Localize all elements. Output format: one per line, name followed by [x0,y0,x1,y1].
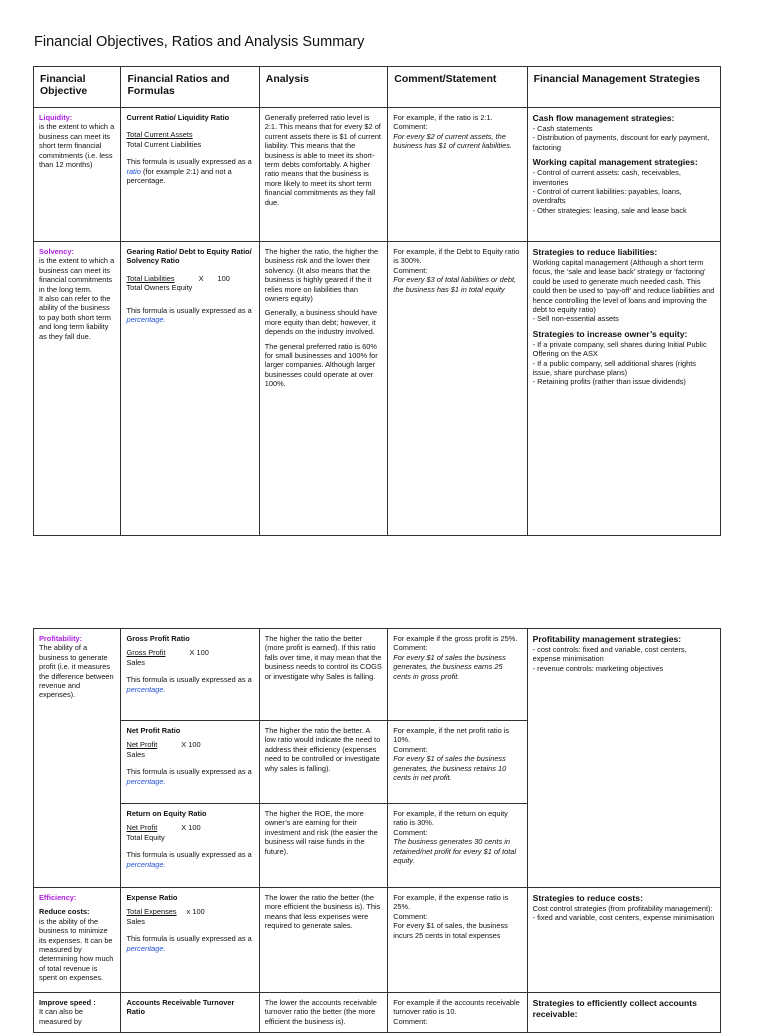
summary-table-1 [33,66,721,536]
efficiency-title: Efficiency: [39,893,77,902]
roe-comment-label: Comment: [393,827,428,837]
receivable-analysis: The lower the accounts receivable turnover ratio the better (the more efficient the business is). [259,993,388,1033]
receivable-comment [388,993,527,1033]
expense-note-link[interactable]: percentage. [126,943,166,953]
solvency-note-pre: This formula is usually expressed as a [126,305,252,315]
speed-objective [34,993,121,1033]
gross-ratio-title: Gross Profit Ratio [126,634,190,643]
net-note-pre: This formula is usually expressed as a [126,767,252,777]
gross-comment-italic: For every $1 of sales the business generates, the business earns 25 cents in gross profit. [393,652,506,681]
liquidity-ratio-title: Current Ratio/ Liquidity Ratio [126,113,230,122]
net-comment-pre: For example, if the net profit ratio is 10%. [393,726,510,745]
profitability-desc: The ability of a business to generate profit (i.e. it measures the difference between revenue and expenses). [39,643,114,700]
liquidity-desc: is the extent to which a business can meet its short term financial commitments (i.e. less than 12 months) [39,122,115,170]
list-item: - revenue controls: marketing objectives [532,663,664,673]
liquidity-analysis: Generally preferred ratio level is 2:1. This means that for every $2 of current assets there is $1 of current liability. This means that the business is able to meet its short-term debts comfortably. A higher ratio means that the business is more likely to meet its short term financial commitments as they fall due. [259,108,388,242]
gross-analysis: The higher the ratio the better (more profit is earned). If this ratio falls over time, it may mean that the business needs to control its COGS or investigate why Sales is falling. [259,629,388,721]
roe-ratio-title: Return on Equity Ratio [126,809,207,818]
header-analysis: Analysis [259,67,388,108]
liquidity-comment-italic: For every $2 of current assets, the business has $1 of current liabilities. [393,131,512,151]
liquidity-note-link[interactable]: ratio [126,166,141,176]
header-row [34,67,721,108]
solvency-analysis-1: The higher the ratio, the higher the business risk and the lower their solvency. (It also means that the business is highly geared if the it relies more on liabilities than owners equity) [264,247,379,304]
header-comment: Comment/Statement [388,67,527,108]
net-note-link[interactable]: percentage. [126,776,166,786]
liquidity-comment-label: Comment: [393,122,428,132]
solvency-desc-2: It also can refer to the ability of the business to pay both short term and long term liability as they fall due. [39,294,111,341]
list-item: - Cash statements [532,124,593,133]
row-solvency [34,242,721,536]
speed-strategies [527,993,720,1033]
gross-multiplier: X 100 [189,648,209,658]
solvency-strat1-text: Working capital management (Although a short term focus, the ‘sale and lease back’ strategy or ‘factoring’ could be used to generate much needed cash. This could then be used to ‘pay-off’ and reduce liabilities and hence controlling the level of loans and improving the debt to equity ratio) [532,258,715,315]
list-item: - Other strategies: leasing, sale and lease back [532,205,687,215]
solvency-analysis [259,242,388,536]
expense-multiplier: x 100 [186,907,205,917]
efficiency-subtitle: Reduce costs: [39,907,90,917]
expense-comment-label: Comment: [393,911,428,921]
roe-multiplier: X 100 [181,823,201,833]
efficiency-strat-title: Strategies to reduce costs: [532,893,643,903]
gross-numerator: Gross Profit [126,648,166,658]
efficiency-desc: is the ability of the business to minimize its expenses. It can be measured by determining how much of total revenue is spent on expenses. [39,916,114,983]
speed-desc: It can also be measured by [39,1007,83,1026]
roe-denominator: Total Equity [126,832,165,842]
liquidity-formula [121,108,259,242]
summary-table-2 [33,628,721,1033]
list-item: - Sell non-essential assets [532,314,619,324]
liquidity-denominator: Total Current Liabilities [126,139,202,149]
roe-numerator: Net Profit [126,823,158,833]
list-item: - Retaining profits (rather than issue dividends) [532,377,686,387]
solvency-comment [388,242,527,536]
net-comment [388,721,527,804]
net-analysis: The higher the ratio the better. A low ratio would indicate the need to address their efficiency (expenses need to be controlled or investigate why sales is falling). [259,721,388,804]
list-item: - Distribution of payments, discount for early payment, factoring [532,133,710,152]
solvency-note-link[interactable]: percentage. [126,315,166,325]
efficiency-strat-text: Cost control strategies (from profitability management): [532,904,713,913]
list-item: - Control of current assets: cash, receivables, inventories [532,168,681,187]
expense-numerator: Total Expenses [126,907,177,917]
efficiency-strategies [527,888,720,993]
liquidity-comment-pre: For example, if the ratio is 2:1. [393,113,493,122]
liquidity-note-post: (for example 2:1) and not a percentage. [126,166,232,186]
profitability-objective [34,629,121,888]
speed-strat-title: Strategies to efficiently collect accounts receivable: [532,998,697,1019]
list-item: - If a public company, sell additional shares (rights issue, share purchase plans) [532,358,696,378]
roe-note-pre: This formula is usually expressed as a [126,850,252,860]
net-comment-label: Comment: [393,744,428,754]
list-item: - If a private company, sell shares during Initial Public Offering on the ASX [532,339,707,359]
gross-denominator: Sales [126,657,145,667]
receivable-comment-label: Comment: [393,1016,428,1026]
expense-comment-text: For every $1 of sales, the business incurs 25 cents in total expenses [393,921,508,940]
solvency-title: Solvency: [39,247,74,256]
row-gross-profit [34,629,721,721]
roe-comment-italic: The business generates 30 cents in retained/net profit for every $1 of total equity. [393,837,517,866]
solvency-ratio-title: Gearing Ratio/ Debt to Equity Ratio/ Solvency Ratio [126,247,252,266]
net-formula [121,721,259,804]
liquidity-strategies [527,108,720,242]
solvency-numerator: Total Liabilities [126,273,175,283]
liquidity-title: Liquidity: [39,113,73,122]
solvency-denominator: Total Owners Equity [126,283,193,293]
solvency-strat1-title: Strategies to reduce liabilities: [532,247,658,257]
net-comment-italic: For every $1 of sales the business generates, the business retains 10 cents in net profit. [393,754,507,783]
gross-note-pre: This formula is usually expressed as a [126,675,252,685]
gross-comment [388,629,527,721]
roe-analysis: The higher the ROE, the more owner’s are earning for their investment and risk (the easier the business will raise funds in the future). [259,804,388,888]
solvency-formula [121,242,259,536]
receivable-comment-pre: For example if the accounts receivable turnover ratio is 10. [393,998,520,1017]
header-strategies: Financial Management Strategies [527,67,720,108]
receivable-ratio-title: Accounts Receivable Turnover Ratio [126,998,235,1017]
net-numerator: Net Profit [126,740,158,750]
expense-denominator: Sales [126,916,145,926]
net-denominator: Sales [126,749,145,759]
gross-note-link[interactable]: percentage. [126,684,166,694]
solvency-desc-1: is the extent to which a business can meet its financial commitments in the long term. [39,256,115,294]
list-item: - cost controls: fixed and variable, cost centers, expense minimisation [532,645,687,664]
profitability-title: Profitability: [39,634,83,643]
solvency-strat2-title: Strategies to increase owner’s equity: [532,328,688,339]
solvency-comment-pre: For example, if the Debt to Equity ratio is 300%. [393,247,520,266]
liquidity-comment [388,108,527,242]
row-liquidity [34,108,721,242]
liquidity-note-pre: This formula is usually expressed as a [126,157,252,167]
solvency-analysis-2: Generally, a business should have more equity than debt; however, it depends on the industry involved. [264,308,378,337]
solvency-strategies [527,242,720,536]
liquidity-objective [34,108,121,242]
liquidity-strat2-title: Working capital management strategies: [532,157,698,168]
gross-comment-label: Comment: [393,643,428,653]
list-item: - Control of current liabilities: payables, loans, overdrafts [532,187,682,206]
solvency-comment-italic: For every $3 of total liabilities or debt, the business has $1 in total equity [393,275,517,294]
solvency-multiplier: X [198,273,204,283]
expense-analysis: The lower the ratio the better (the more efficient the business is). This means that less expenses were required to generate sales. [259,888,388,993]
roe-note-link[interactable]: percentage. [126,859,166,869]
page-title: Financial Objectives, Ratios and Analysis Summary [34,34,365,50]
solvency-objective [34,242,121,536]
expense-ratio-title: Expense Ratio [126,893,178,902]
net-multiplier: X 100 [181,740,201,750]
speed-title: Improve speed : [39,998,96,1007]
header-objective: Financial Objective [34,67,121,108]
liquidity-strat1-title: Cash flow management strategies: [532,113,675,123]
solvency-hundred: 100 [217,273,230,283]
expense-comment-pre: For example, if the expense ratio is 25%. [393,893,509,912]
roe-formula [121,804,259,888]
expense-formula [121,888,259,993]
expense-comment [388,888,527,993]
gross-formula [121,629,259,721]
roe-comment [388,804,527,888]
row-efficiency [34,888,721,993]
expense-note-pre: This formula is usually expressed as a [126,934,252,944]
solvency-analysis-3: The general preferred ratio is 60% for small businesses and 100% for larger companies. Although larger businesses could operate at over 100%. [264,341,378,389]
gross-comment-pre: For example if the gross profit is 25%. [393,634,518,643]
row-speed [34,993,721,1033]
header-ratios: Financial Ratios and Formulas [121,67,259,108]
list-item: - fixed and variable, cost centers, expense minimisation [532,913,715,923]
receivable-formula [121,993,259,1033]
profitability-strategies [527,629,720,888]
net-ratio-title: Net Profit Ratio [126,726,181,735]
liquidity-numerator: Total Current Assets [126,130,193,140]
profitability-strat-title: Profitability management strategies: [532,634,682,644]
solvency-comment-label: Comment: [393,265,428,275]
efficiency-objective [34,888,121,993]
roe-comment-pre: For example, if the return on equity ratio is 30%. [393,809,508,828]
